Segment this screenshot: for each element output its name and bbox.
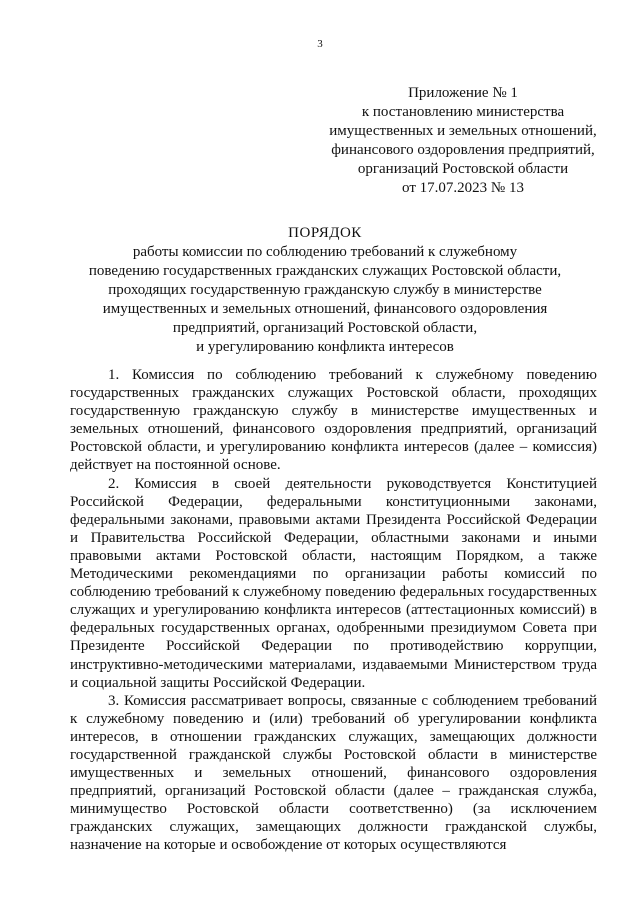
title-line: имущественных и земельных отношений, финансового оздоровления bbox=[102, 301, 548, 317]
appendix-line: от 17.07.2023 № 13 bbox=[402, 180, 524, 196]
appendix-line: к постановлению министерства bbox=[361, 104, 565, 120]
page-number: 3 bbox=[317, 38, 323, 50]
title-line: предприятий, организаций Ростовской области, bbox=[172, 320, 478, 336]
title-line: поведению государственных гражданских служащих Ростовской области, bbox=[88, 263, 562, 279]
paragraph-3: 3. Комиссия рассматривает вопросы, связанные с соблюдением требований к служебному поведению и (или) требований об урегулировании конфликта интересов, в отношении гражданских служащих, замещающих должности государственной гражданской службы Ростовской области в министерстве имущественных и земельных отношений, финансового оздоровления предприятий, организаций Ростовской области (далее – гражданская служба, минимущество Ростовской области соответственно) (за исключением гражданских служащих, замещающих должности гражданской службы, назначение на которые и освобождение от которых осуществляются bbox=[70, 692, 597, 854]
paragraph-2: 2. Комиссия в своей деятельности руководствуется Конституцией Российской Федерации, федеральными конституционными законами, федеральными законами, правовыми актами Президента Российской Федерации и Правительства Российской Федерации, областными законами и иными правовыми актами Ростовской области, настоящим Порядком, а также Методическими рекомендациями по организации работы комиссий по соблюдению требований к служебному поведению федеральных государственных служащих и урегулированию конфликта интересов (аттестационных комиссий) в федеральных государственных органах, одобренными президиумом Совета при Президенте Российской Федерации по противодействию коррупции, инструктивно-методическими материалами, издаваемыми Министерством труда и социальной защиты Российской Федерации. bbox=[70, 475, 597, 691]
title-line: работы комиссии по соблюдению требований к служебному bbox=[132, 244, 518, 260]
document-body bbox=[70, 366, 597, 855]
appendix-block bbox=[320, 84, 606, 198]
appendix-line: финансового оздоровления предприятий, bbox=[331, 142, 595, 158]
document-title bbox=[60, 224, 590, 357]
title-heading: ПОРЯДОК bbox=[288, 225, 362, 241]
title-line: и урегулированию конфликта интересов bbox=[196, 339, 454, 355]
paragraph-1: 1. Комиссия по соблюдению требований к служебному поведению государственных гражданских служащих Ростовской области, проходящих государственную гражданскую службу в министерстве имущественных и земельных отношений, финансового оздоровления предприятий, организаций Ростовской области, и урегулированию конфликта интересов (далее – комиссия) действует на постоянной основе. bbox=[70, 367, 597, 474]
appendix-line: Приложение № 1 bbox=[408, 85, 518, 101]
appendix-line: организаций Ростовской области bbox=[357, 161, 569, 177]
appendix-line: имущественных и земельных отношений, bbox=[329, 123, 597, 139]
title-line: проходящих государственную гражданскую службу в министерстве bbox=[108, 282, 542, 298]
